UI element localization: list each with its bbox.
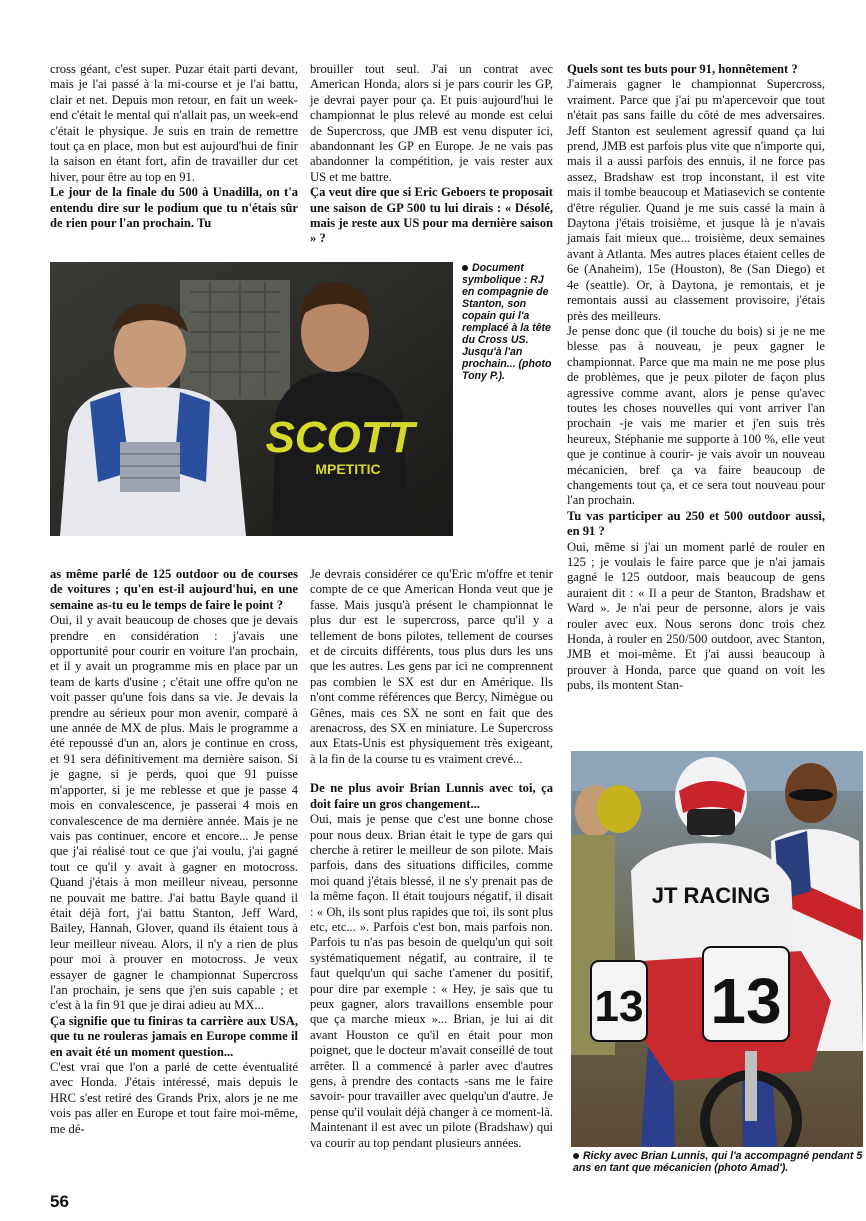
number-plate-text: 13	[710, 965, 782, 1037]
bullet-icon	[462, 265, 468, 271]
jt-racing-text: JT RACING	[651, 883, 771, 908]
question: Tu vas participer au 250 et 500 outdoor aussi, en 91 ?	[567, 508, 825, 539]
page-number: 56	[50, 1192, 69, 1211]
question: as même parlé de 125 outdoor ou de courses de voitures ; qu'en est-il aujourd'hui, en une semaine as-tu eu le temps de faire le point ?	[50, 567, 298, 612]
question: Le jour de la finale du 500 à Unadilla, on t'a entendu dire sur le podium que tu n'étais sûr de rien pour l'an prochain. Tu	[50, 185, 298, 231]
paragraph: C'est vrai que l'on a parlé de cette éventualité avec Honda. J'étais intéressé, mais depuis le HRC s'est retiré des Grands Prix, alors je ne me vois pas aller en Europe et tout faire moi-même, me dé-	[50, 1060, 298, 1136]
column-2-bottom	[310, 567, 553, 1151]
side-plate-text: 13	[594, 982, 644, 1031]
question: Ça veut dire que si Eric Geboers te proposait une saison de GP 500 tu lui dirais : « Désolé, mais je reste aux US pour ma dernière saison » ?	[310, 185, 553, 246]
photo-1-caption	[462, 262, 557, 382]
column-1-bottom	[50, 567, 298, 1137]
question: Ça signifie que tu finiras ta carrière aux USA, que tu ne rouleras jamais en Europe comme il en avait été un moment question...	[50, 1013, 298, 1059]
bullet-icon	[573, 1153, 579, 1159]
column-3	[567, 62, 825, 694]
photo-2-caption	[573, 1150, 863, 1174]
paragraph: Oui, même si j'ai un moment parlé de rouler en 125 ; je voulais le faire parce que je n'ai jamais gagné le 125 outdoor, mais beaucoup de gens auraient dit : « Il a peur de Stanton, Bradshaw et Ward ». Je n'ai peur de personne, alors je vais rouler avec eux. Nous serons donc trois chez Honda, à rouler en 250/500 outdoor, avec Stanton, JMB et moi-même. Et j'ai aussi beaucoup à prouver à Honda, parce que quand on voit les pubs, ils montent Stan-	[567, 539, 825, 693]
photo-riders-illustration	[50, 262, 453, 536]
paragraph: Je devrais considérer ce qu'Eric m'offre et tenir compte de ce que American Honda veut que je fasse. Mais jusqu'à présent le championnat le plus dur est le supercross, parce qu'il y a tellement de bons pilotes, tellement de courses et de circuits différents, tous plus durs les uns que les autres. Les gens par ici ne comprennent pas combien le SX est dur en Amérique. Ils n'ont comme références que Bercy, Nimègue ou Gênes, mais ces SX ne sont en fait que des arenacross, des SX en miniature. Le Supercross aux Etats-Unis est physiquement très exigeant, à la fin de la course tu es vraiment crevé...	[310, 567, 553, 766]
photo-ricky-lunnis	[571, 751, 863, 1147]
paragraph: cross géant, c'est super. Puzar était parti devant, mais je l'ai passé à la mi-course et je l'ai battu, clair et net. Depuis mon retour, en fait un week-end c'était le mental qui n'allait pas, un week-end c'était le physique. Je suis en train de remettre tout ça en place, mon but est aujourd'hui de finir la saison en étant fort, afin de travailler dur cet hiver, pour être au top en 91.	[50, 62, 298, 184]
caption-text: Document symbolique : RJ en compagnie de Stanton, son copain qui l'a remplacé à la tête du Cross US. Jusqu'à l'an prochain... (photo Tony P.).	[462, 262, 552, 382]
paragraph: brouiller tout seul. J'ai un contrat avec American Honda, alors si je pars courir les GP, je devrai payer pour ça. Et puis aujourd'hui le championnat le plus relevé au monde est celui de Supercross, que JMB est venu disputer ici, abandonnant les GP en Europe. Je ne vais pas abandonner la compétition, je vais rester aux US et me battre.	[310, 62, 553, 184]
question: De ne plus avoir Brian Lunnis avec toi, ça doit faire un gros changement...	[310, 781, 553, 811]
paragraph: Oui, mais je pense que c'est une bonne chose pour nous deux. Brian était le type de gars qui cherche à retirer le meilleur de son pilote. Mais parfois, dans des situations difficiles, comme moi quand j'étais blessé, il ne s'y prenait pas de la même façon. Il était toujours négatif, il disait : « Oh, ils sont plus rapides que toi, ils sont plus etc, etc... ». Parfois c'est bon, mais parfois non. Parfois tu n'as pas besoin de quelqu'un qui soit systématiquement négatif, au contraire, il te faut quelqu'un qui sache t'amener du positif, pour dire par exemple : « Hey, je sais que tu peux gagner, alors travaillons ensemble pour que ça marche mieux »... Brian, je lui ai dit avant Houston ce qu'il en était pour mon poignet, que le docteur m'avait conseillé de tout arrêter. Il a commencé à parler avec d'autres gens, à prendre des contacts -sans me le faire savoir- pour travailler avec quelqu'un d'autre. Je pense qu'il voulait déjà changer à ce moment-là. Maintenant il est avec un pilote (Bradshaw) qui va courir au top pendant plusieurs années.	[310, 812, 553, 1150]
photo-riders	[50, 262, 453, 536]
paragraph: J'aimerais gagner le championnat Supercross, vraiment. Parce que j'ai pu m'apercevoir que tout n'était pas sans faille du côté de mes adversaires. Jeff Stanton est seulement agressif quand ça lui prend, JMB est parfois plus vite que n'importe qui, mais il a aussi parfois des ennuis, il ne force pas assez, Bradshaw est trop inconstant, il est vite mais il tombe beaucoup et Matiasevich se contente d'être régulier. Quand je me suis cassé la main à Daytona j'étais troisième, et jusque là je n'avais jamais fait mieux que... troisième, deux semaines avant à Atlanta. Mes autres places étaient celles de 6e (Anaheim), 15e (Houston), 8e (San Diego) et 4e (seattle). Or, à Daytona, je remontais, et je remontais aussi au classement provisoire, j'étais près des meilleurs.	[567, 77, 825, 323]
column-1-top	[50, 62, 298, 231]
photo-ricky-illustration	[571, 751, 863, 1147]
question: Quels sont tes buts pour 91, honnêtement ?	[567, 62, 798, 76]
scott-logo-text: SCOTT	[265, 413, 415, 462]
paragraph: Oui, il y avait beaucoup de choses que je devais prendre en considération : j'avais une opportunité pour courir en voiture l'an prochain, et il y avait un programme mis en place par un team de karts d'usine ; c'était une offre qu'on ne voit passer qu'une fois dans sa vie. Je devais la prendre au sérieux pour mon avenir, comparé à une année de MX de plus. Mais le programme a été repoussé d'un an, alors je continue en cross, et 91 sera définitivement ma dernière saison. Si je gagne, si je perds, quoi que 91 puisse m'apporter, si je me reblesse et que je passe 4 mois en convalescence, je passerai 4 mois en convalescence de ma dernière année. Mais je ne vais pas continuer, encore et encore... Je pense que j'ai réalisé tout ce que j'ai voulu, j'ai gagné tout ce qu'il y avait à gagner en motocross. Quand j'étais à mon meilleur niveau, personne ne pouvait me battre. J'ai battu Bayle quand il était déjà fort, j'ai battu Stanton, Jeff Ward, Bailey, Hannah, Glover, quand ils étaient tous à leur meilleur niveau. Alors, il n'y a rien de plus pour moi à prouver en motocross. Je veux essayer de gagner le championnat Supercross l'an prochain, je sens que j'en suis capable ; et c'est à la fin 91 que je dirai adieu au MX...	[50, 613, 298, 1013]
scott-competition-text: MPETITIC	[315, 461, 381, 477]
paragraph: Je pense donc que (il touche du bois) si je ne me blesse pas à nouveau, je peux gagner le championnat. Parce que ma main ne me pose plus de problèmes, que je peux piloter de façon plus agressive comme avant, alors je pense qu'avec toutes les choses nouvelles qui vont arriver l'an prochain -je vais me marier et j'en suis très heureux, Stéphanie me supporte à 100 %, elle veut que je continue à courir- je vais avoir un nouveau mécanicien, bref ça va faire beaucoup de changements tout ça, et ce sera tout nouveau pour l'an prochain.	[567, 323, 825, 508]
caption-text: Ricky avec Brian Lunnis, qui l'a accompagné pendant 5 ans en tant que mécanicien (photo Amad').	[573, 1150, 863, 1174]
column-2-top	[310, 62, 553, 247]
